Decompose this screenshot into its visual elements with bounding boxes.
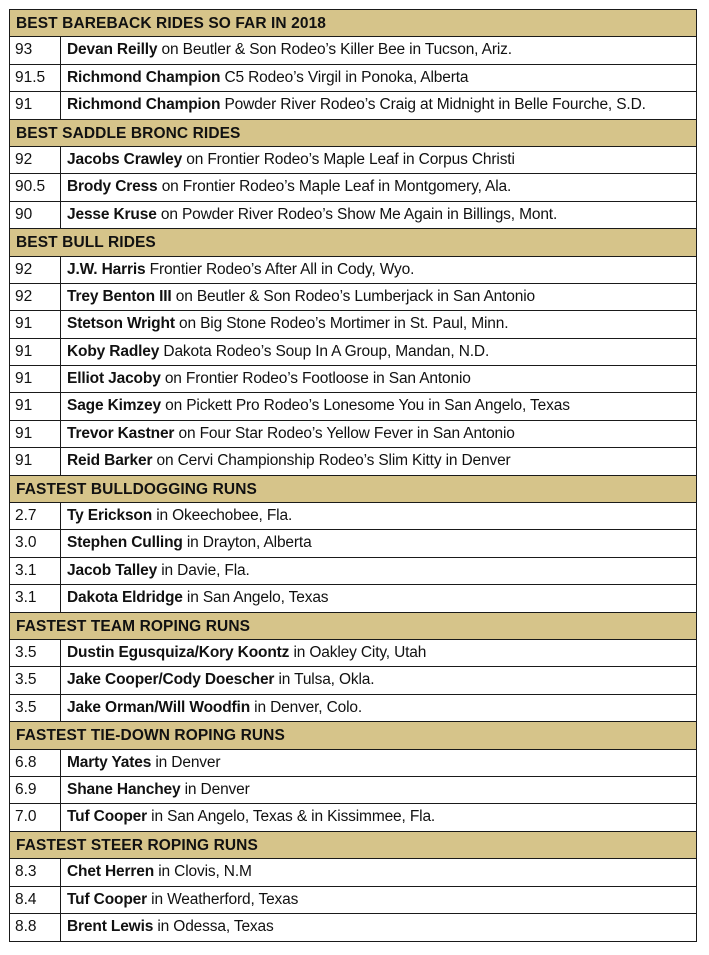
section-header-bareback: BEST BAREBACK RIDES SO FAR IN 2018 xyxy=(10,10,696,37)
contestant-name: Jacobs Crawley xyxy=(67,150,183,168)
ride-detail: on Beutler & Son Rodeo’s Killer Bee in Tucson, Ariz. xyxy=(157,41,512,59)
table-row xyxy=(10,887,696,914)
run-detail: in Denver xyxy=(151,753,221,771)
description-cell xyxy=(61,859,696,885)
contestant-name: Jesse Kruse xyxy=(67,205,157,223)
score-cell: 92 xyxy=(10,147,61,173)
contestant-name: Ty Erickson xyxy=(67,507,153,525)
score-cell: 91 xyxy=(10,311,61,337)
contestant-name: Trevor Kastner xyxy=(67,424,175,442)
table-row xyxy=(10,284,696,311)
table-row xyxy=(10,750,696,777)
time-cell: 3.1 xyxy=(10,585,61,611)
contestant-name: Jake Orman/Will Woodfin xyxy=(67,698,251,716)
contestant-name: Stetson Wright xyxy=(67,315,175,333)
score-cell: 91 xyxy=(10,393,61,419)
table-row xyxy=(10,859,696,886)
time-cell: 7.0 xyxy=(10,804,61,830)
contestant-name: Koby Radley xyxy=(67,342,160,360)
table-row xyxy=(10,530,696,557)
table-row xyxy=(10,174,696,201)
table-row xyxy=(10,914,696,941)
contestant-name: Jacob Talley xyxy=(67,561,158,579)
contestant-name: Sage Kimzey xyxy=(67,397,161,415)
contestant-name: Richmond Champion xyxy=(67,96,221,114)
ride-detail: on Frontier Rodeo’s Footloose in San Antonio xyxy=(160,370,471,388)
ride-detail: on Cervi Championship Rodeo’s Slim Kitty in Denver xyxy=(152,452,511,470)
contestant-name: Devan Reilly xyxy=(67,41,158,59)
description-cell xyxy=(61,558,696,584)
table-row xyxy=(10,448,696,475)
section-header-steer-roping: FASTEST STEER ROPING RUNS xyxy=(10,832,696,859)
score-cell: 92 xyxy=(10,257,61,283)
ride-detail: on Big Stone Rodeo’s Mortimer in St. Paul, Minn. xyxy=(174,315,509,333)
ride-detail: Powder River Rodeo’s Craig at Midnight in Belle Fourche, S.D. xyxy=(220,96,646,114)
score-cell: 90.5 xyxy=(10,174,61,200)
table-row xyxy=(10,804,696,831)
run-detail: in Drayton, Alberta xyxy=(182,534,312,552)
ride-detail: on Four Star Rodeo’s Yellow Fever in San Antonio xyxy=(174,424,515,442)
contestant-name: Trey Benton III xyxy=(67,287,172,305)
run-detail: in Oakley City, Utah xyxy=(289,643,427,661)
description-cell xyxy=(61,750,696,776)
description-cell xyxy=(61,257,696,283)
contestant-name: Richmond Champion xyxy=(67,68,221,86)
score-cell: 90 xyxy=(10,202,61,228)
ride-detail: Dakota Rodeo’s Soup In A Group, Mandan, N.D. xyxy=(159,342,490,360)
description-cell xyxy=(61,202,696,228)
score-cell: 91 xyxy=(10,339,61,365)
run-detail: in Tulsa, Okla. xyxy=(274,671,375,689)
table-row xyxy=(10,667,696,694)
ride-detail: on Beutler & Son Rodeo’s Lumberjack in San Antonio xyxy=(171,287,536,305)
description-cell xyxy=(61,777,696,803)
table-row xyxy=(10,585,696,612)
contestant-name: Tuf Cooper xyxy=(67,890,148,908)
description-cell xyxy=(61,530,696,556)
run-detail: in Davie, Fla. xyxy=(157,561,250,579)
description-cell xyxy=(61,311,696,337)
description-cell xyxy=(61,640,696,666)
contestant-name: Jake Cooper/Cody Doescher xyxy=(67,671,275,689)
time-cell: 3.5 xyxy=(10,667,61,693)
run-detail: in Weatherford, Texas xyxy=(147,890,299,908)
score-cell: 91 xyxy=(10,421,61,447)
run-detail: in San Angelo, Texas xyxy=(182,589,329,607)
section-header-bulldogging: FASTEST BULLDOGGING RUNS xyxy=(10,476,696,503)
time-cell: 6.8 xyxy=(10,750,61,776)
contestant-name: Dakota Eldridge xyxy=(67,589,183,607)
time-cell: 3.0 xyxy=(10,530,61,556)
section-header-tie-down-roping: FASTEST TIE-DOWN ROPING RUNS xyxy=(10,722,696,749)
table-row xyxy=(10,393,696,420)
rodeo-records-table xyxy=(9,9,697,942)
table-row xyxy=(10,503,696,530)
contestant-name: Stephen Culling xyxy=(67,534,183,552)
contestant-name: Chet Herren xyxy=(67,863,155,881)
description-cell xyxy=(61,284,696,310)
contestant-name: Brody Cress xyxy=(67,178,158,196)
table-row xyxy=(10,366,696,393)
table-row xyxy=(10,311,696,338)
description-cell xyxy=(61,174,696,200)
description-cell xyxy=(61,92,696,118)
table-row xyxy=(10,640,696,667)
description-cell xyxy=(61,503,696,529)
contestant-name: J.W. Harris xyxy=(67,260,146,278)
description-cell xyxy=(61,695,696,721)
table-row xyxy=(10,202,696,229)
ride-detail: C5 Rodeo’s Virgil in Ponoka, Alberta xyxy=(220,68,469,86)
run-detail: in Clovis, N.M xyxy=(154,863,252,881)
run-detail: in Odessa, Texas xyxy=(153,917,274,935)
time-cell: 3.5 xyxy=(10,640,61,666)
section-header-bull: BEST BULL RIDES xyxy=(10,229,696,256)
contestant-name: Brent Lewis xyxy=(67,917,154,935)
contestant-name: Shane Hanchey xyxy=(67,780,181,798)
description-cell xyxy=(61,339,696,365)
description-cell xyxy=(61,448,696,474)
description-cell xyxy=(61,65,696,91)
run-detail: in Okeechobee, Fla. xyxy=(152,507,293,525)
table-row xyxy=(10,147,696,174)
table-row xyxy=(10,421,696,448)
ride-detail: on Frontier Rodeo’s Maple Leaf in Corpus Christi xyxy=(182,150,515,168)
description-cell xyxy=(61,667,696,693)
table-row xyxy=(10,92,696,119)
score-cell: 93 xyxy=(10,37,61,63)
contestant-name: Dustin Egusquiza/Kory Koontz xyxy=(67,643,290,661)
description-cell xyxy=(61,366,696,392)
contestant-name: Marty Yates xyxy=(67,753,152,771)
table-row xyxy=(10,37,696,64)
description-cell xyxy=(61,887,696,913)
table-row xyxy=(10,695,696,722)
description-cell xyxy=(61,914,696,941)
description-cell xyxy=(61,421,696,447)
score-cell: 91 xyxy=(10,366,61,392)
time-cell: 8.8 xyxy=(10,914,61,941)
score-cell: 91 xyxy=(10,448,61,474)
score-cell: 91.5 xyxy=(10,65,61,91)
ride-detail: on Powder River Rodeo’s Show Me Again in Billings, Mont. xyxy=(156,205,558,223)
time-cell: 2.7 xyxy=(10,503,61,529)
time-cell: 3.1 xyxy=(10,558,61,584)
time-cell: 8.4 xyxy=(10,887,61,913)
ride-detail: on Frontier Rodeo’s Maple Leaf in Montgomery, Ala. xyxy=(157,178,512,196)
ride-detail: on Pickett Pro Rodeo’s Lonesome You in San Angelo, Texas xyxy=(160,397,570,415)
score-cell: 92 xyxy=(10,284,61,310)
contestant-name: Elliot Jacoby xyxy=(67,370,161,388)
time-cell: 8.3 xyxy=(10,859,61,885)
run-detail: in San Angelo, Texas & in Kissimmee, Fla. xyxy=(147,808,436,826)
description-cell xyxy=(61,37,696,63)
section-header-team-roping: FASTEST TEAM ROPING RUNS xyxy=(10,613,696,640)
run-detail: in Denver xyxy=(180,780,250,798)
description-cell xyxy=(61,585,696,611)
time-cell: 6.9 xyxy=(10,777,61,803)
contestant-name: Reid Barker xyxy=(67,452,153,470)
table-row xyxy=(10,65,696,92)
section-header-saddle-bronc: BEST SADDLE BRONC RIDES xyxy=(10,120,696,147)
description-cell xyxy=(61,147,696,173)
time-cell: 3.5 xyxy=(10,695,61,721)
contestant-name: Tuf Cooper xyxy=(67,808,148,826)
score-cell: 91 xyxy=(10,92,61,118)
table-row xyxy=(10,339,696,366)
table-row xyxy=(10,558,696,585)
table-row xyxy=(10,777,696,804)
description-cell xyxy=(61,393,696,419)
run-detail: in Denver, Colo. xyxy=(250,698,363,716)
ride-detail: Frontier Rodeo’s After All in Cody, Wyo. xyxy=(145,260,415,278)
description-cell xyxy=(61,804,696,830)
table-row xyxy=(10,257,696,284)
